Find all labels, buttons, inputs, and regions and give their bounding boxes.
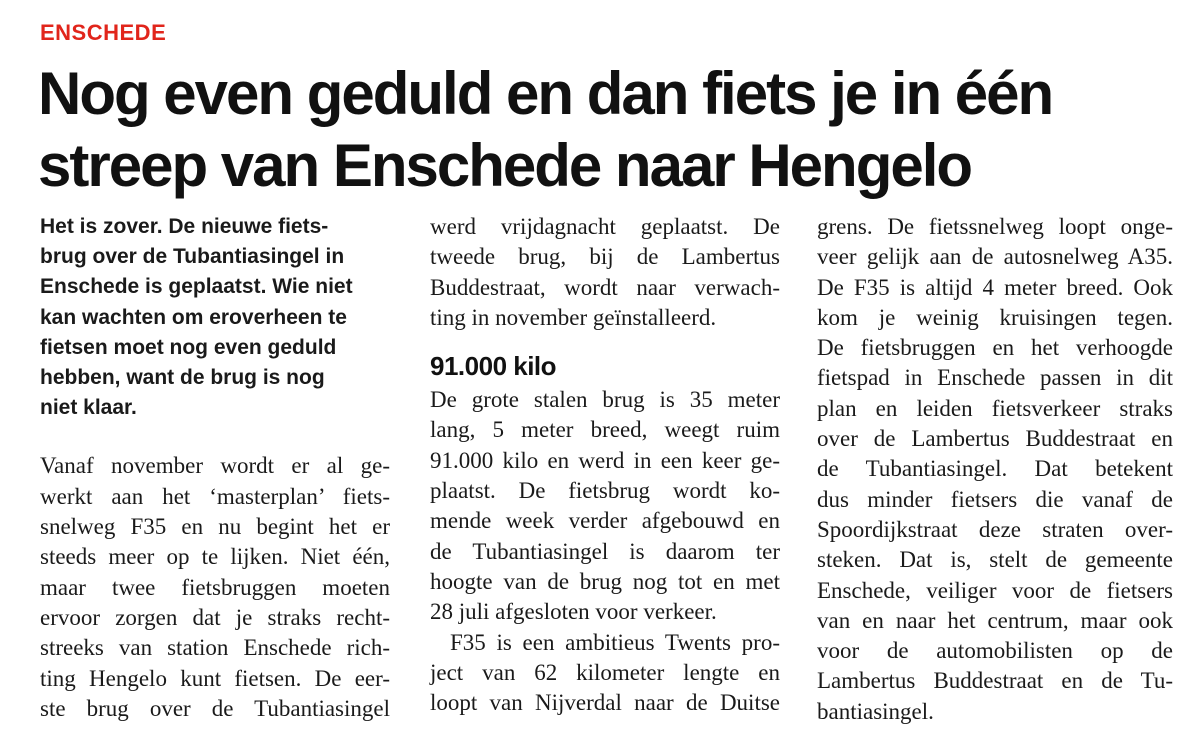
lead-line: niet klaar. — [40, 396, 137, 420]
body-line: steeds meer op te lijken. Niet één, — [40, 544, 390, 570]
lead-line: hebben, want de brug is nog — [40, 366, 325, 390]
body-line: Buddestraat, wordt naar verwach- — [430, 274, 780, 300]
body-line: Lambertus Buddestraat en de Tu- — [817, 668, 1173, 694]
body-line: fietspad in Enschede passen in dit — [817, 365, 1173, 391]
article-column-3 — [817, 212, 1173, 727]
lead-line: kan wachten om eroverheen te — [40, 305, 347, 329]
body-line: De fietsbruggen en het verhoogde — [817, 335, 1173, 361]
body-line: de Tubantiasingel is daarom ter — [430, 538, 780, 564]
body-line: maar twee fietsbruggen moeten — [40, 574, 390, 600]
article-column-1 — [40, 212, 390, 724]
lead-paragraph — [40, 212, 390, 423]
body-line: plan en leiden fietsverkeer straks — [817, 395, 1173, 421]
body-line: veer gelijk aan de autosnelweg A35. — [817, 244, 1173, 270]
body-line: mende week verder afgebouwd en — [430, 508, 780, 534]
body-line: hoogte van de brug nog tot en met — [430, 568, 780, 594]
body-line: streeks van station Enschede rich- — [40, 635, 390, 661]
lead-line: Enschede is geplaatst. Wie niet — [40, 275, 353, 299]
body-line: dus minder fietsers die vanaf de — [817, 486, 1173, 512]
article-column-2 — [430, 212, 780, 718]
body-line: tweede brug, bij de Lambertus — [430, 244, 780, 270]
body-line: van en naar het centrum, maar ook — [817, 607, 1173, 633]
body-paragraph — [430, 628, 780, 719]
body-line: lang, 5 meter breed, weegt ruim — [430, 417, 780, 443]
body-line: Spoordijkstraat deze straten over- — [817, 516, 1173, 542]
body-line: De grote stalen brug is 35 meter — [430, 387, 780, 413]
body-line: de Tubantiasingel. Dat betekent — [817, 456, 1173, 482]
body-line: kom je weinig kruisingen tegen. — [817, 304, 1173, 330]
body-line: grens. De fietssnelweg loopt onge- — [817, 214, 1173, 239]
body-line: ste brug over de Tubantiasingel — [40, 695, 390, 721]
body-line: Enschede, veiliger voor de fietsers — [817, 577, 1173, 603]
body-line: snelweg F35 en nu begint het er — [40, 514, 390, 540]
body-line: over de Lambertus Buddestraat en — [817, 426, 1173, 452]
body-line: voor de automobilisten op de — [817, 638, 1173, 664]
body-line: Vanaf november wordt er al ge- — [40, 453, 390, 479]
body-line: 91.000 kilo en werd in een keer ge- — [430, 447, 780, 473]
lead-line: Het is zover. De nieuwe fiets- — [40, 215, 329, 238]
body-paragraph — [430, 212, 780, 333]
body-paragraph — [40, 451, 390, 724]
headline: Nog even geduld en dan fiets je in één streep van Enschede naar Hengelo — [38, 60, 1053, 199]
body-line: ervoor zorgen dat je straks recht- — [40, 604, 390, 630]
body-paragraph — [817, 212, 1173, 727]
lead-line: brug over de Tubantiasingel in — [40, 245, 345, 269]
body-line: ting in november geïnstalleerd. — [430, 304, 717, 330]
subheading: 91.000 kilo — [430, 351, 557, 382]
body-line: werkt aan het ‘masterplan’ fiets- — [40, 483, 390, 509]
body-line: F35 is een ambitieus Twents pro- — [450, 629, 780, 655]
section-label: ENSCHEDE — [40, 20, 167, 45]
body-line: plaatst. De fietsbrug wordt ko- — [430, 478, 780, 504]
body-line: bantiasingel. — [817, 698, 934, 724]
body-line: 28 juli afgesloten voor verkeer. — [430, 599, 717, 625]
body-line: werd vrijdagnacht geplaatst. De — [430, 214, 780, 239]
body-line: ject van 62 kilometer lengte en — [430, 659, 780, 685]
body-line: loopt van Nijverdal naar de Duitse — [430, 690, 780, 716]
body-line: steken. Dat is, stelt de gemeente — [817, 547, 1173, 573]
body-paragraph — [430, 385, 780, 627]
lead-line: fietsen moet nog even geduld — [40, 335, 337, 359]
body-line: De F35 is altijd 4 meter breed. Ook — [817, 274, 1173, 300]
body-line: ting Hengelo kunt fietsen. De eer- — [40, 665, 390, 691]
